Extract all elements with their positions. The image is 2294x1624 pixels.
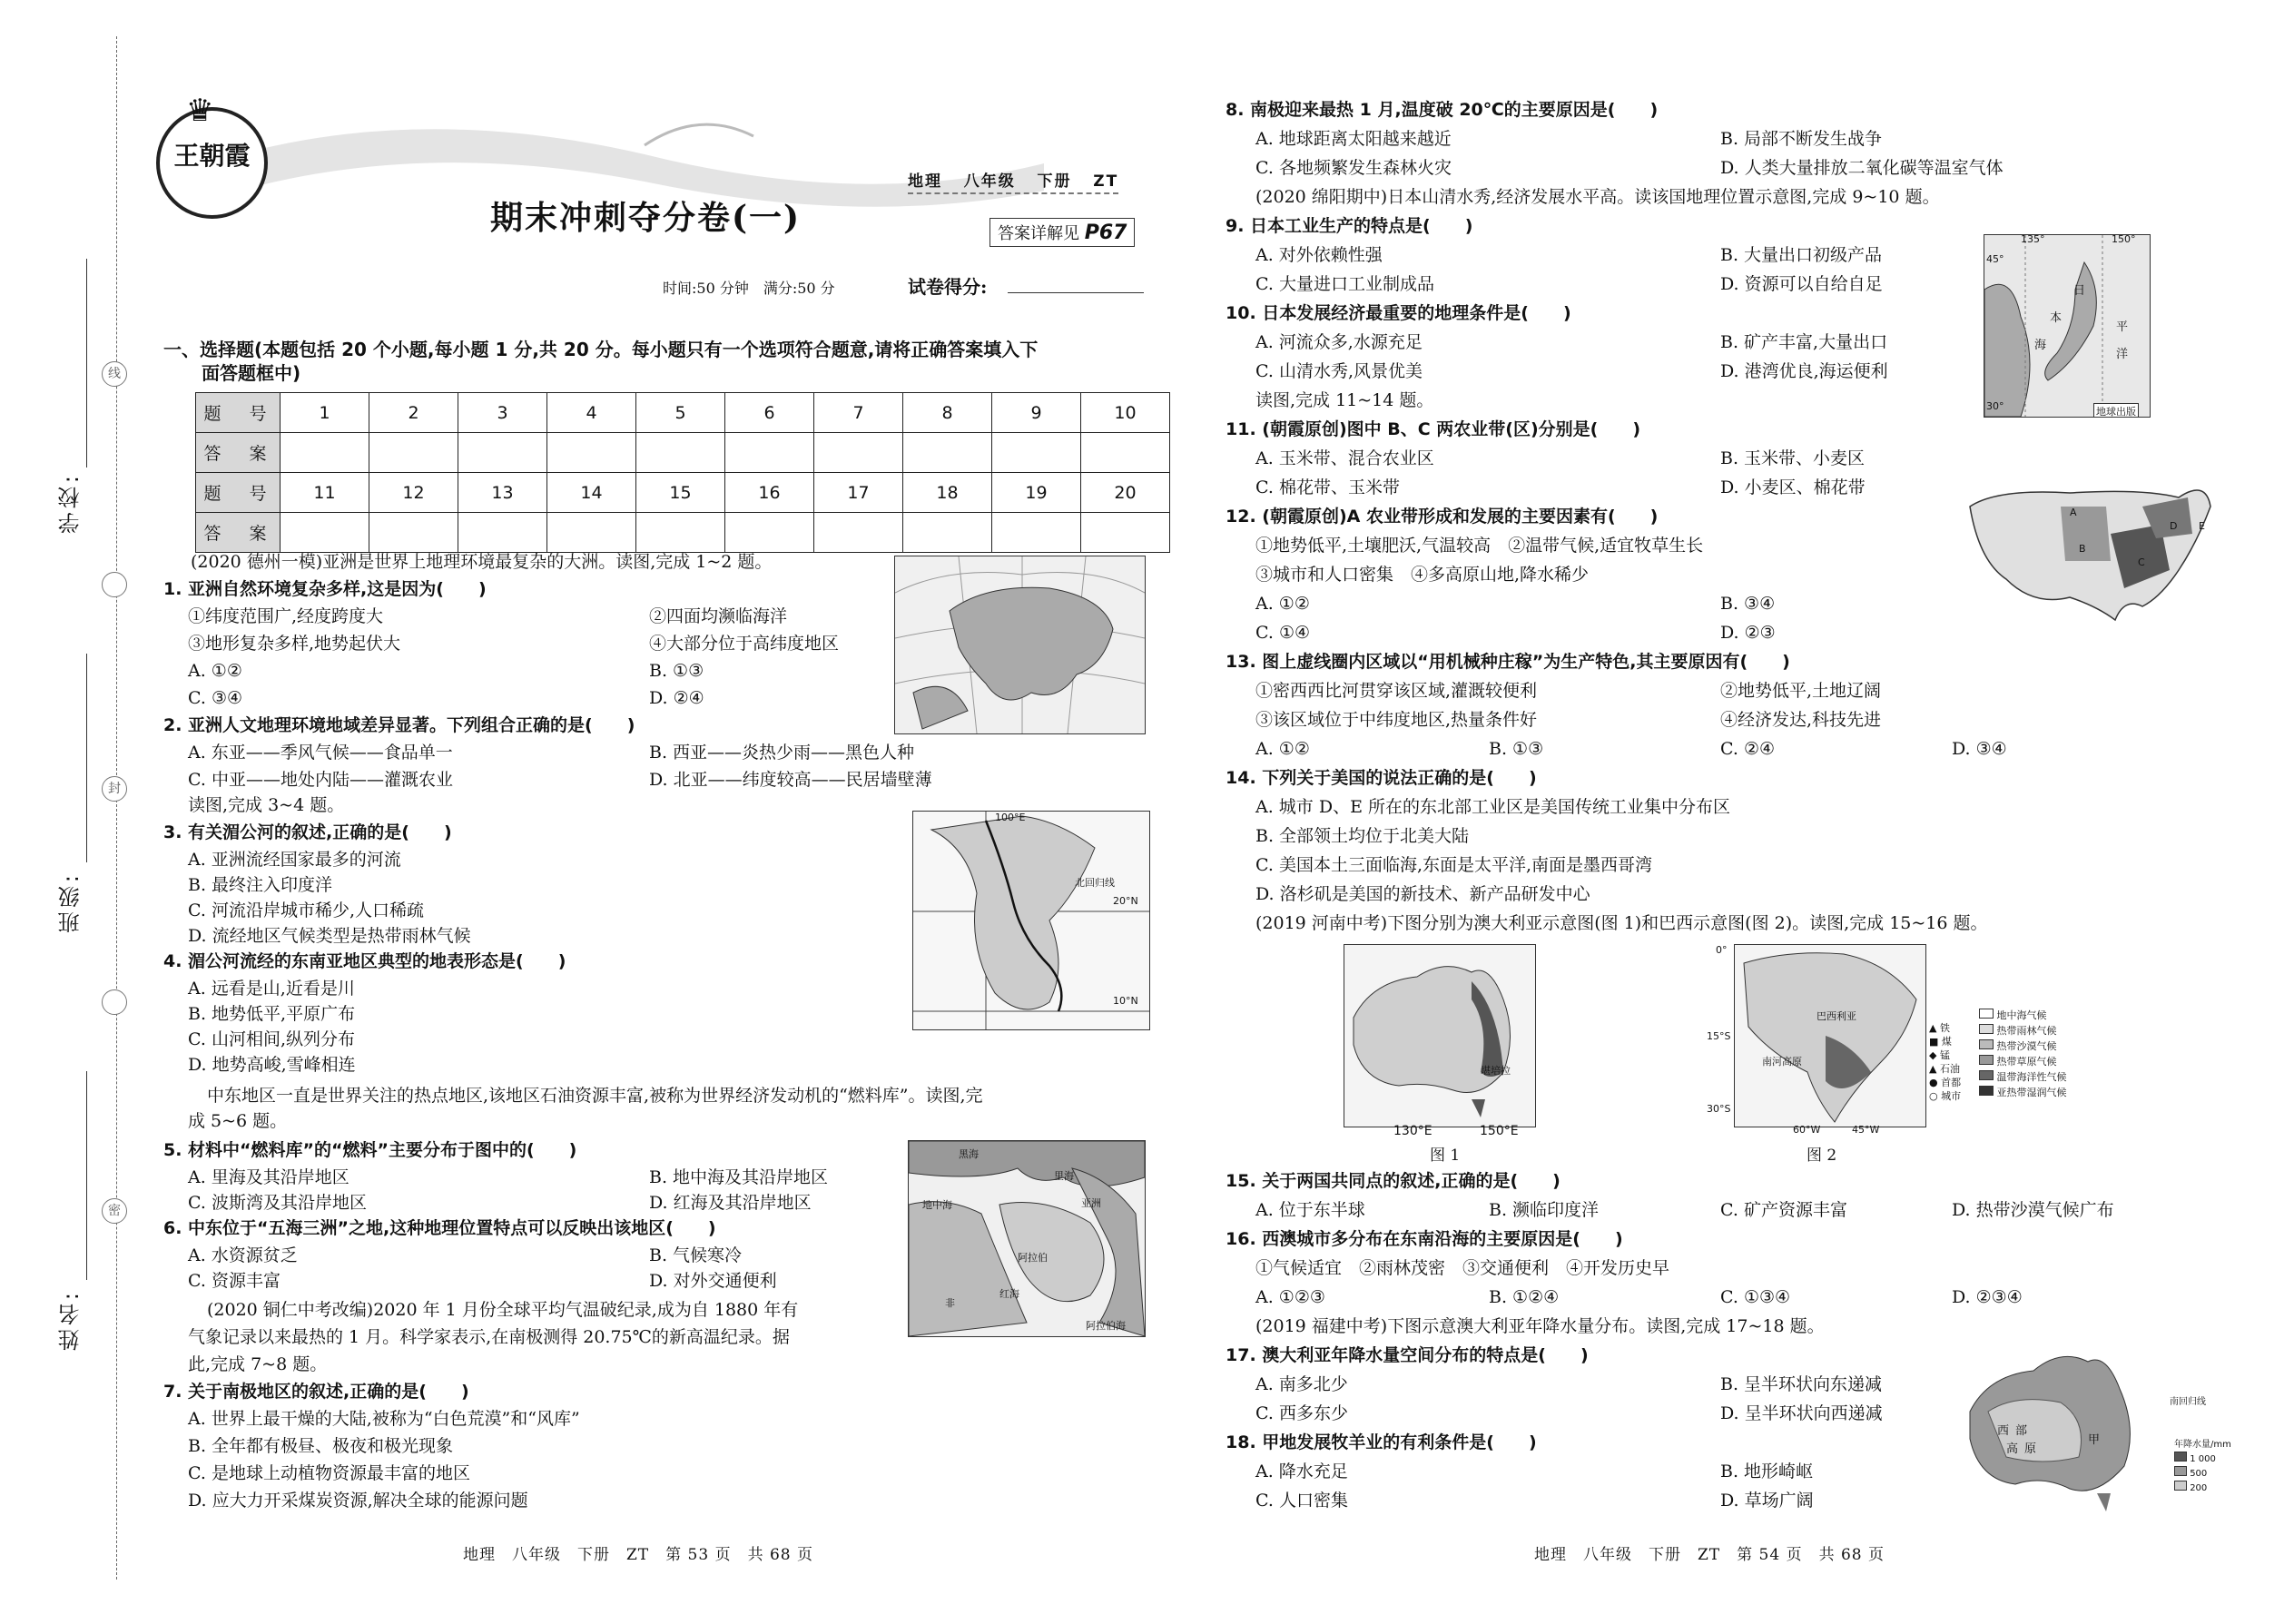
q10-choice-a[interactable]: A. 河流众多,水源充足 [1255, 332, 1423, 352]
brazil-lon45: 45°W [1852, 1124, 1880, 1136]
qnum-19: 19 [992, 473, 1081, 513]
answer-cell[interactable] [992, 433, 1081, 473]
footer-left: 地理 八年级 下册 ZT 第 53 页 共 68 页 [463, 1546, 814, 1564]
q8-choice-a[interactable]: A. 地球距离太阳越来越近 [1255, 129, 1452, 149]
mekong-lat1-label: 20°N [1113, 895, 1138, 907]
answer-cell[interactable] [814, 513, 903, 553]
answer-cell[interactable] [458, 513, 547, 553]
japan-label-yang: 洋 [2116, 348, 2129, 361]
q15-choice-b[interactable]: B. 濒临印度洋 [1489, 1200, 1600, 1220]
qnum-2: 2 [369, 393, 458, 433]
time-info: 时间:50 分钟 满分:50 分 [663, 280, 835, 297]
answer-cell[interactable] [547, 513, 636, 553]
qnum-20: 20 [1081, 473, 1170, 513]
answer-cell[interactable] [725, 513, 814, 553]
school-field[interactable] [86, 259, 87, 468]
me-label-lihai: 里海 [1054, 1170, 1074, 1182]
answer-cell[interactable] [1081, 433, 1170, 473]
fig1-lon1: 130°E [1393, 1124, 1433, 1138]
australia-rain-map [1961, 1339, 2170, 1521]
intro-q17-18: (2019 福建中考)下图示意澳大利亚年降水量分布。读图,完成 17~18 题。 [1255, 1316, 1825, 1336]
q1-option-4: ④大部分位于高纬度地区 [649, 634, 840, 654]
q2-choice-a[interactable]: A. 东亚——季风气候——食品单一 [188, 743, 453, 763]
japan-badge: 地球出版 [2093, 403, 2139, 418]
australia-city: 堪培拉 [1481, 1065, 1511, 1077]
brazil-capital: 巴西利亚 [1816, 1010, 1856, 1022]
japan-lat1: 45° [1986, 253, 2004, 265]
q14-choice-d[interactable]: D. 洛杉矶是美国的新技术、新产品研发中心 [1255, 884, 1590, 904]
answer-cell[interactable] [369, 513, 458, 553]
crown-icon: ♛ [186, 93, 214, 129]
brazil-lat15: 15°S [1707, 1030, 1731, 1042]
q1-option-3: ③地形复杂多样,地势起伏大 [188, 634, 401, 654]
answer-cell[interactable] [725, 433, 814, 473]
question-1: 1. 亚洲自然环境复杂多样,这是因为( ) [163, 579, 487, 599]
q3-choice-d[interactable]: D. 流经地区气候类型是热带雨林气候 [188, 926, 471, 946]
qnum-11: 11 [281, 473, 369, 513]
q17-choice-d[interactable]: D. 呈半环状向西递减 [1720, 1403, 1883, 1423]
q17-choice-a[interactable]: A. 南多北少 [1255, 1374, 1348, 1394]
me-label-fei: 非 [945, 1297, 955, 1309]
qnum-1: 1 [281, 393, 369, 433]
header-meta: 地理 八年级 下册 ZT [908, 168, 1118, 194]
rain-label-xi: 西 [1997, 1424, 2010, 1438]
q7-choice-c[interactable]: C. 是地球上动植物资源最丰富的地区 [188, 1463, 470, 1483]
fig1-lon2: 150°E [1480, 1124, 1519, 1138]
qnum-8: 8 [903, 393, 992, 433]
answer-cell[interactable] [636, 433, 725, 473]
rain-label-jia: 甲 [2088, 1433, 2101, 1447]
me-label-heihai: 黑海 [959, 1148, 979, 1160]
q10-choice-c[interactable]: C. 山清水秀,风景优美 [1255, 361, 1423, 381]
q9-choice-a[interactable]: A. 对外依赖性强 [1255, 245, 1383, 265]
row-label-ans: 答 案 [196, 433, 281, 473]
q15-choice-d[interactable]: D. 热带沙漠气候广布 [1952, 1200, 2114, 1220]
usa-map [1961, 470, 2215, 634]
usa-label-b: B [2079, 543, 2086, 555]
answer-ref-box: 答案详解见 P67 [989, 218, 1135, 247]
q17-choice-b[interactable]: B. 呈半环状向东递减 [1720, 1374, 1883, 1394]
question-15: 15. 关于两国共同点的叙述,正确的是( ) [1226, 1171, 1561, 1191]
q4-choice-d[interactable]: D. 地势高峻,雪峰相连 [188, 1055, 356, 1075]
q7-choice-d[interactable]: D. 应大力开采煤炭资源,解决全球的能源问题 [188, 1491, 528, 1511]
row-label-num: 题 号 [196, 393, 281, 433]
rain-tropic: 南回归线 [2170, 1397, 2206, 1407]
intro-q5-6-line2: 成 5~6 题。 [188, 1111, 288, 1131]
australia-map-fig1 [1344, 944, 1536, 1127]
middle-east-map [908, 1140, 1146, 1337]
question-12: 12. (朝霞原创)A 农业带形成和发展的主要因素有( ) [1226, 507, 1659, 527]
q14-choice-a[interactable]: A. 城市 D、E 所在的东北部工业区是美国传统工业集中分布区 [1255, 797, 1730, 817]
q12-statement-2: ③城市和人口密集 ④多高原山地,降水稀少 [1255, 565, 1590, 585]
qnum-15: 15 [636, 473, 725, 513]
answer-cell[interactable] [814, 433, 903, 473]
seal-circle-2 [102, 989, 127, 1015]
answer-table [195, 392, 1170, 553]
usa-label-c: C [2138, 556, 2145, 568]
japan-label-ben: 本 [2050, 311, 2063, 325]
brazil-lat0: 0° [1716, 944, 1728, 956]
question-17: 17. 澳大利亚年降水量空间分布的特点是( ) [1226, 1345, 1589, 1365]
mekong-lon-label: 100°E [995, 812, 1026, 823]
q9-choice-b[interactable]: B. 大量出口初级产品 [1720, 245, 1883, 265]
q16-choice-d[interactable]: D. ②③④ [1952, 1287, 2023, 1307]
answer-cell[interactable] [903, 433, 992, 473]
q6-choice-a[interactable]: A. 水资源贫乏 [188, 1245, 298, 1265]
question-7: 7. 关于南极地区的叙述,正确的是( ) [163, 1382, 469, 1402]
q11-choice-a[interactable]: A. 玉米带、混合农业区 [1255, 448, 1434, 468]
qnum-17: 17 [814, 473, 903, 513]
q12-choice-c[interactable]: C. ①④ [1255, 623, 1311, 643]
q13-choice-d[interactable]: D. ③④ [1952, 739, 2007, 759]
q8-choice-d[interactable]: D. 人类大量排放二氧化碳等温室气体 [1720, 158, 2004, 178]
mekong-tropic-label: 北回归线 [1075, 877, 1115, 889]
q16-statements: ①气候适宜 ②雨林茂密 ③交通便利 ④开发历史早 [1255, 1258, 1670, 1278]
q11-choice-d[interactable]: D. 小麦区、棉花带 [1720, 477, 1866, 497]
qnum-7: 7 [814, 393, 903, 433]
q7-choice-b[interactable]: B. 全年都有极昼、极夜和极光现象 [188, 1436, 454, 1456]
me-label-honghai: 红海 [999, 1288, 1019, 1300]
q13-statement-1: ①密西西比河贯穿该区域,灌溉较便利 [1255, 681, 1538, 701]
asia-map [894, 556, 1146, 734]
question-18: 18. 甲地发展牧羊业的有利条件是( ) [1226, 1432, 1537, 1452]
question-4: 4. 湄公河流经的东南亚地区典型的地表形态是( ) [163, 951, 566, 971]
q1-choice-b[interactable]: B. ①③ [649, 661, 704, 681]
intro-q1-2: (2020 德州一模)亚洲是世界上地理环境最复杂的大洲。读图,完成 1~2 题。 [191, 552, 773, 572]
q4-choice-c[interactable]: C. 山河相间,纵列分布 [188, 1029, 355, 1049]
me-label-dizhonghai: 地中海 [922, 1199, 952, 1211]
japan-label-ping: 平 [2116, 320, 2129, 334]
score-field[interactable] [1008, 292, 1144, 293]
q16-choice-a[interactable]: A. ①②③ [1255, 1287, 1325, 1307]
class-label: 班级: [58, 871, 84, 934]
mekong-map [912, 811, 1150, 1030]
q10-choice-d[interactable]: D. 港湾优良,海运便利 [1720, 361, 1888, 381]
answer-cell[interactable] [281, 513, 369, 553]
question-13: 13. 图上虚线圈内区域以“用机械种庄稼”为生产特色,其主要原因有( ) [1226, 652, 1790, 672]
q1-option-2: ②四面均濒临海洋 [649, 606, 788, 626]
usa-label-a: A [2070, 507, 2077, 518]
seal-mark-line: 线 [102, 361, 127, 387]
q3-choice-a[interactable]: A. 亚洲流经国家最多的河流 [188, 850, 401, 870]
seal-circle [102, 572, 127, 597]
q5-choice-a[interactable]: A. 里海及其沿岸地区 [188, 1167, 350, 1187]
q13-statement-4: ④经济发达,科技先进 [1720, 710, 1882, 730]
question-6: 6. 中东位于“五海三洲”之地,这种地理位置特点可以反映出该地区( ) [163, 1218, 716, 1238]
rain-label-gao: 高 [2006, 1442, 2019, 1456]
q15-choice-a[interactable]: A. 位于东半球 [1255, 1200, 1365, 1220]
q6-choice-d[interactable]: D. 对外交通便利 [649, 1271, 777, 1291]
q18-choice-a[interactable]: A. 降水充足 [1255, 1462, 1348, 1481]
section-heading-line1: 一、选择题(本题包括 20 个小题,每小题 1 分,共 20 分。每小题只有一个选项符合题意,请将正确答案填入下 [163, 339, 1039, 360]
brazil-plateau: 南河高原 [1762, 1056, 1802, 1068]
brazil-legend-symbols: ▲ 铁 ■ 煤 ◆ 锰 ▲ 石油 ● 首都 ○ 城市 [1929, 1022, 1962, 1102]
japan-label-ri: 日 [2073, 284, 2086, 298]
q12-choice-a[interactable]: A. ①② [1255, 594, 1310, 614]
q12-choice-b[interactable]: B. ③④ [1720, 594, 1776, 614]
me-label-alabohai: 阿拉伯海 [1086, 1320, 1126, 1332]
q18-choice-b[interactable]: B. 地形崎岖 [1720, 1462, 1814, 1481]
q9-choice-d[interactable]: D. 资源可以自给自足 [1720, 274, 1883, 294]
question-10: 10. 日本发展经济最重要的地理条件是( ) [1226, 303, 1571, 323]
q8-choice-c[interactable]: C. 各地频繁发生森林火灾 [1255, 158, 1452, 178]
qnum-5: 5 [636, 393, 725, 433]
q18-choice-d[interactable]: D. 草场广阔 [1720, 1491, 1814, 1511]
q3-choice-c[interactable]: C. 河流沿岸城市稀少,人口稀疏 [188, 901, 424, 920]
q3-choice-b[interactable]: B. 最终注入印度洋 [188, 875, 333, 895]
question-2: 2. 亚洲人文地理环境地域差异显著。下列组合正确的是( ) [163, 715, 635, 735]
answer-cell[interactable] [547, 433, 636, 473]
usa-label-e: E [2199, 520, 2205, 532]
japan-label-hai: 海 [2034, 339, 2047, 352]
question-5: 5. 材料中“燃料库”的“燃料”主要分布于图中的( ) [163, 1140, 577, 1160]
q4-choice-a[interactable]: A. 远看是山,近看是川 [188, 979, 355, 999]
qnum-3: 3 [458, 393, 547, 433]
qnum-18: 18 [903, 473, 992, 513]
section-heading-line2: 面答题框中) [202, 362, 301, 384]
answer-cell[interactable] [636, 513, 725, 553]
q18-choice-c[interactable]: C. 人口密集 [1255, 1491, 1348, 1511]
intro-q5-6-line1: 中东地区一直是世界关注的热点地区,该地区石油资源丰富,被称为世界经济发动机的“燃料库”。读图,完 [207, 1086, 983, 1106]
fig2-caption: 图 2 [1807, 1147, 1837, 1165]
logo: 王朝霞 [156, 107, 268, 219]
qnum-16: 16 [725, 473, 814, 513]
page-title: 期末冲刺夺分卷(一) [490, 199, 802, 237]
rain-label-bu: 部 [2015, 1424, 2028, 1438]
q5-choice-c[interactable]: C. 波斯湾及其沿岸地区 [188, 1193, 367, 1213]
me-label-alabo: 阿拉伯 [1018, 1252, 1048, 1264]
brazil-map-fig2 [1734, 944, 1926, 1127]
q8-choice-b[interactable]: B. 局部不断发生战争 [1720, 129, 1883, 149]
q6-choice-c[interactable]: C. 资源丰富 [188, 1271, 281, 1291]
qnum-10: 10 [1081, 393, 1170, 433]
brazil-legend-climates: 地中海气候 热带雨林气候 热带沙漠气候 热带草原气候 温带海洋性气候 亚热带湿润气候 [1979, 1008, 2067, 1100]
answer-cell[interactable] [903, 513, 992, 553]
brazil-lat30: 30°S [1707, 1103, 1731, 1115]
footer-right: 地理 八年级 下册 ZT 第 54 页 共 68 页 [1534, 1546, 1885, 1564]
intro-q15-16: (2019 河南中考)下图分别为澳大利亚示意图(图 1)和巴西示意图(图 2)。读图,完成 15~16 题。 [1255, 913, 1988, 933]
name-label: 姓名: [58, 1289, 84, 1352]
me-label-yazhou: 亚洲 [1081, 1197, 1101, 1209]
rain-legend: 年降水量/mm 1 000 500 200 [2174, 1440, 2231, 1493]
q15-choice-c[interactable]: C. 矿产资源丰富 [1720, 1200, 1847, 1220]
q5-choice-b[interactable]: B. 地中海及其沿岸地区 [649, 1167, 829, 1187]
answer-cell[interactable] [281, 433, 369, 473]
japan-lon2: 150° [2112, 234, 2136, 245]
q13-choice-b[interactable]: B. ①③ [1489, 739, 1544, 759]
intro-q7-8-line1: (2020 铜仁中考改编)2020 年 1 月份全球平均气温破纪录,成为自 1880 年有 [207, 1300, 799, 1320]
question-8: 8. 南极迎来最热 1 月,温度破 20℃的主要原因是( ) [1226, 100, 1659, 120]
q11-choice-b[interactable]: B. 玉米带、小麦区 [1720, 448, 1866, 468]
answer-cell[interactable] [458, 433, 547, 473]
qnum-14: 14 [547, 473, 636, 513]
q16-choice-b[interactable]: B. ①②④ [1489, 1287, 1560, 1307]
qnum-4: 4 [547, 393, 636, 433]
q12-statement-1: ①地势低平,土壤肥沃,气温较高 ②温带气候,适宜牧草生长 [1255, 536, 1704, 556]
q1-option-1: ①纬度范围广,经度跨度大 [188, 606, 384, 626]
qnum-6: 6 [725, 393, 814, 433]
q4-choice-b[interactable]: B. 地势低平,平原广布 [188, 1004, 356, 1024]
q17-choice-c[interactable]: C. 西多东少 [1255, 1403, 1348, 1423]
q2-choice-c[interactable]: C. 中亚——地处内陆——灌溉农业 [188, 770, 453, 790]
fig1-caption: 图 1 [1430, 1147, 1461, 1165]
q13-statement-2: ②地势低平,土地辽阔 [1720, 681, 1882, 701]
binding-line [116, 36, 117, 1580]
q2-choice-b[interactable]: B. 西亚——炎热少雨——黑色人种 [649, 743, 915, 763]
q14-choice-b[interactable]: B. 全部领土均位于北美大陆 [1255, 826, 1470, 846]
q9-choice-c[interactable]: C. 大量进口工业制成品 [1255, 274, 1434, 294]
q14-choice-c[interactable]: C. 美国本土三面临海,东面是太平洋,南面是墨西哥湾 [1255, 855, 1653, 875]
answer-cell[interactable] [369, 433, 458, 473]
qnum-9: 9 [992, 393, 1081, 433]
q2-choice-d[interactable]: D. 北亚——纬度较高——民居墙壁薄 [649, 770, 932, 790]
brazil-lon60: 60°W [1793, 1124, 1821, 1136]
qnum-12: 12 [369, 473, 458, 513]
rain-label-yuan: 原 [2024, 1442, 2037, 1456]
q1-choice-a[interactable]: A. ①② [188, 661, 242, 681]
japan-lat2: 30° [1986, 400, 2004, 412]
q12-choice-d[interactable]: D. ②③ [1720, 623, 1776, 643]
q5-choice-d[interactable]: D. 红海及其沿岸地区 [649, 1193, 812, 1213]
q11-choice-c[interactable]: C. 棉花带、玉米带 [1255, 477, 1400, 497]
q13-choice-c[interactable]: C. ②④ [1720, 739, 1776, 759]
q13-statement-3: ③该区域位于中纬度地区,热量条件好 [1255, 710, 1538, 730]
mekong-lat2-label: 10°N [1113, 995, 1138, 1007]
intro-q7-8-line3: 此,完成 7~8 题。 [188, 1354, 328, 1374]
q1-choice-d[interactable]: D. ②④ [649, 688, 704, 708]
intro-q9-10: (2020 绵阳期中)日本山清水秀,经济发展水平高。读该国地理位置示意图,完成 9~10 题。 [1255, 187, 1940, 207]
usa-label-d: D [2170, 520, 2178, 532]
q6-choice-b[interactable]: B. 气候寒冷 [649, 1245, 743, 1265]
answer-cell[interactable] [1081, 513, 1170, 553]
japan-lon1: 135° [2021, 234, 2045, 245]
row-label-ans-2: 答 案 [196, 513, 281, 553]
qnum-13: 13 [458, 473, 547, 513]
question-3: 3. 有关湄公河的叙述,正确的是( ) [163, 822, 452, 842]
seal-mark-feng: 封 [102, 776, 127, 802]
question-9: 9. 日本工业生产的特点是( ) [1226, 216, 1473, 236]
intro-q11-14: 读图,完成 11~14 题。 [1255, 390, 1434, 410]
q13-choice-a[interactable]: A. ①② [1255, 739, 1310, 759]
answer-cell[interactable] [992, 513, 1081, 553]
intro-q7-8-line2: 气象记录以来最热的 1 月。科学家表示,在南极测得 20.75℃的新高温纪录。据 [188, 1327, 790, 1347]
question-14: 14. 下列关于美国的说法正确的是( ) [1226, 768, 1537, 788]
q1-choice-c[interactable]: C. ③④ [188, 688, 243, 708]
class-field[interactable] [86, 654, 87, 862]
question-11: 11. (朝霞原创)图中 B、C 两农业带(区)分别是( ) [1226, 419, 1641, 439]
name-field[interactable] [86, 1071, 87, 1280]
seal-mark-mi: 密 [102, 1198, 127, 1224]
row-label-num-2: 题 号 [196, 473, 281, 513]
q10-choice-b[interactable]: B. 矿产丰富,大量出口 [1720, 332, 1888, 352]
intro-q3-4: 读图,完成 3~4 题。 [188, 795, 345, 815]
q16-choice-c[interactable]: C. ①③④ [1720, 1287, 1791, 1307]
score-label: 试卷得分: [908, 276, 988, 298]
q7-choice-a[interactable]: A. 世界上最干燥的大陆,被称为“白色荒漠”和“风库” [188, 1409, 580, 1429]
question-16: 16. 西澳城市多分布在东南沿海的主要原因是( ) [1226, 1229, 1623, 1249]
school-label: 学校: [58, 472, 84, 535]
japan-map [1984, 234, 2151, 418]
